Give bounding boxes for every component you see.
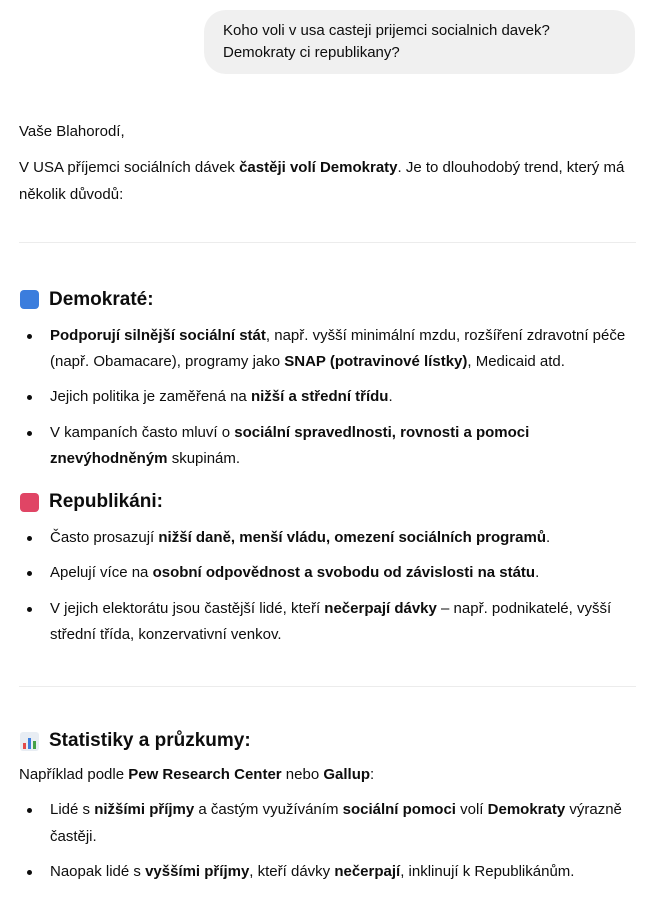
- stats-list: [19, 797, 636, 885]
- list-item: V kampaních často mluví o sociální spravedlnosti, rovnosti a pomoci znevýhodněným skupinám.: [19, 420, 636, 473]
- republicans-list: [19, 525, 636, 648]
- list-item: Apelují více na osobní odpovědnost a svobodu od závislosti na státu.: [19, 560, 636, 586]
- divider: [19, 686, 636, 687]
- list-item: Podporují silnější sociální stát, např. vyšší minimální mzdu, rozšíření zdravotní péče (např. Obamacare), programy jako SNAP (potravinové lístky), Medicaid atd.: [19, 323, 636, 376]
- list-item: Jejich politika je zaměřená na nižší a střední třídu.: [19, 384, 636, 410]
- intro-paragraph: V USA příjemci sociálních dávek častěji volí Demokraty. Je to dlouhodobý trend, který má několik důvodů:: [19, 159, 625, 203]
- section-heading-stats: Statistiky a průzkumy:: [19, 727, 636, 755]
- list-item: Lidé s nižšími příjmy a častým využíváním sociální pomoci volí Demokraty výrazně častěji.: [19, 797, 636, 850]
- section-heading-republicans: Republikáni:: [19, 488, 636, 516]
- red-square-icon: [20, 493, 39, 512]
- list-item: Naopak lidé s vyššími příjmy, kteří dávky nečerpají, inklinují k Republikánům.: [19, 859, 636, 885]
- greeting: Vaše Blahorodí,: [19, 123, 125, 140]
- bar-chart-icon: [20, 732, 39, 751]
- list-item: Často prosazují nižší daně, menší vládu, omezení sociálních programů.: [19, 525, 636, 551]
- list-item: V jejich elektorátu jsou častější lidé, kteří nečerpají dávky – např. podnikatelé, vyšší střední třída, konzervativní venkov.: [19, 596, 636, 649]
- user-message-bubble: [204, 10, 635, 74]
- user-message-line: Demokraty ci republikany?: [223, 44, 400, 61]
- user-message-line: Koho voli v usa casteji prijemci socialnich davek?: [223, 22, 550, 39]
- democrats-list: [19, 323, 636, 472]
- section-heading-democrats: Demokraté:: [19, 286, 636, 314]
- divider: [19, 242, 636, 243]
- blue-square-icon: [20, 290, 39, 309]
- stats-intro: Například podle Pew Research Center nebo Gallup:: [19, 766, 375, 783]
- assistant-response: [19, 119, 636, 885]
